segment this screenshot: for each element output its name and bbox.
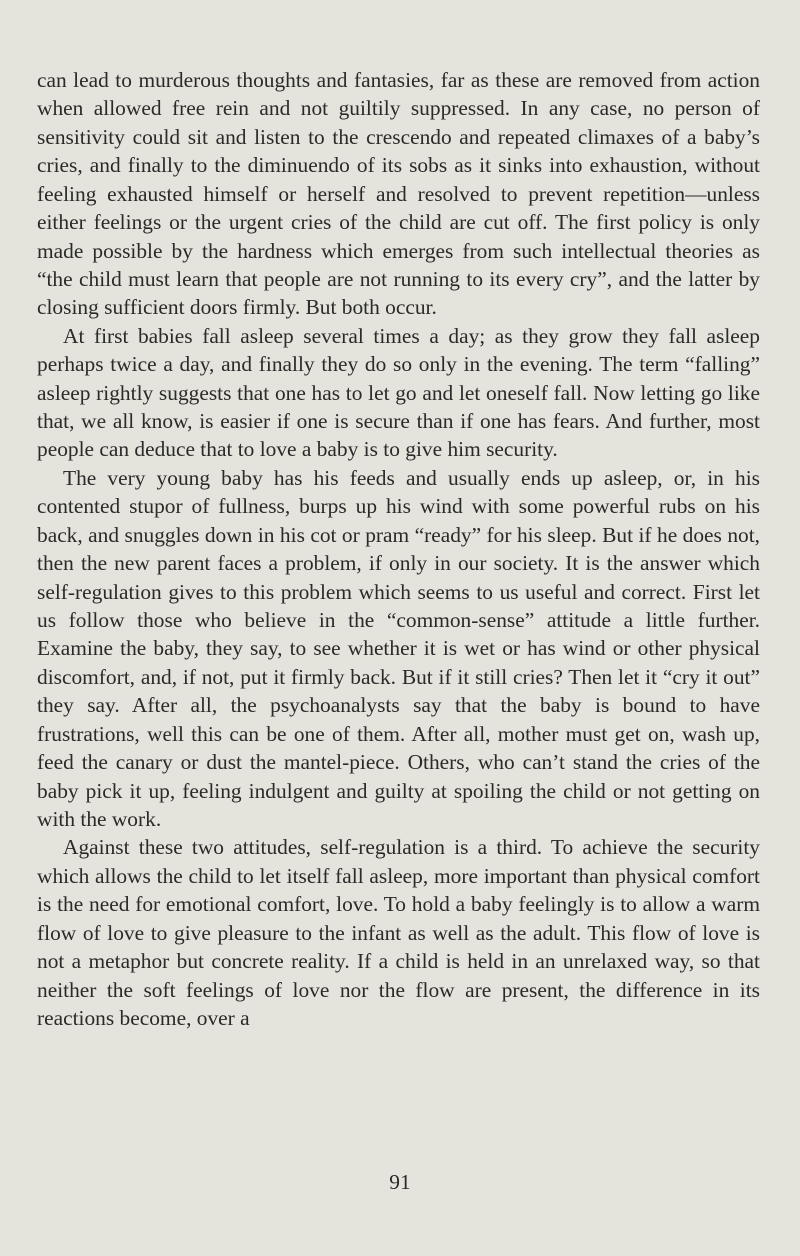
paragraph-3: The very young baby has his feeds and usually ends up asleep, or, in his contented stupor of fullness, burps up his wind with some powerful rubs on his back, and snuggles down in his cot or pram “ready” for his sleep. But if he does not, then the new parent faces a problem, if only in our society. It is the answer which self-regulation gives to this problem which seems to us useful and correct. First let us follow those who believe in the “common-sense” attitude a little further. Examine the baby, they say, to see whether it is wet or has wind or other physical discomfort, and, if not, put it firmly back. But if it still cries? Then let it “cry it out” they say. After all, the psychoanalysts say that the baby is bound to have frustrations, well this can be one of them. After all, mother must get on, wash up, feed the canary or dust the mantel-piece. Others, who can’t stand the cries of the baby pick it up, feeling indulgent and guilty at spoiling the child or not getting on with the work. — [37, 465, 760, 831]
paragraph-4: Against these two attitudes, self-regulation is a third. To achieve the security which allows the child to let itself fall asleep, more important than physical comfort is the need for emotional comfort, love. To hold a baby feelingly is to allow a warm flow of love to give pleasure to the infant as well as the adult. This flow of love is not a metaphor but concrete reality. If a child is held in an unrelaxed way, so that neither the soft feelings of love nor the flow are present, the difference in its reactions become, over a — [37, 835, 760, 1030]
body-text — [37, 66, 760, 1032]
paragraph-2: At first babies fall asleep several times a day; as they grow they fall asleep perhaps twice a day, and finally they do so only in the evening. The term “falling” asleep rightly suggests that one has to let go and let oneself fall. Now letting go like that, we all know, is easier if one is secure than if one has fears. And further, most people can deduce that to love a baby is to give him security. — [37, 323, 760, 462]
page-number: 91 — [389, 1170, 411, 1194]
paragraph-1: can lead to murderous thoughts and fantasies, far as these are removed from action when allowed free rein and not guiltily suppressed. In any case, no person of sensitivity could sit and listen to the crescendo and repeated climaxes of a baby’s cries, and finally to the diminuendo of its sobs as it sinks into exhaustion, without feeling exhausted himself or herself and resolved to prevent repetition—unless either feelings or the urgent cries of the child are cut off. The first policy is only made possible by the hardness which emerges from such intellectual theories as “the child must learn that people are not running to its every cry”, and the latter by closing sufficient doors firmly. But both occur. — [37, 68, 760, 320]
